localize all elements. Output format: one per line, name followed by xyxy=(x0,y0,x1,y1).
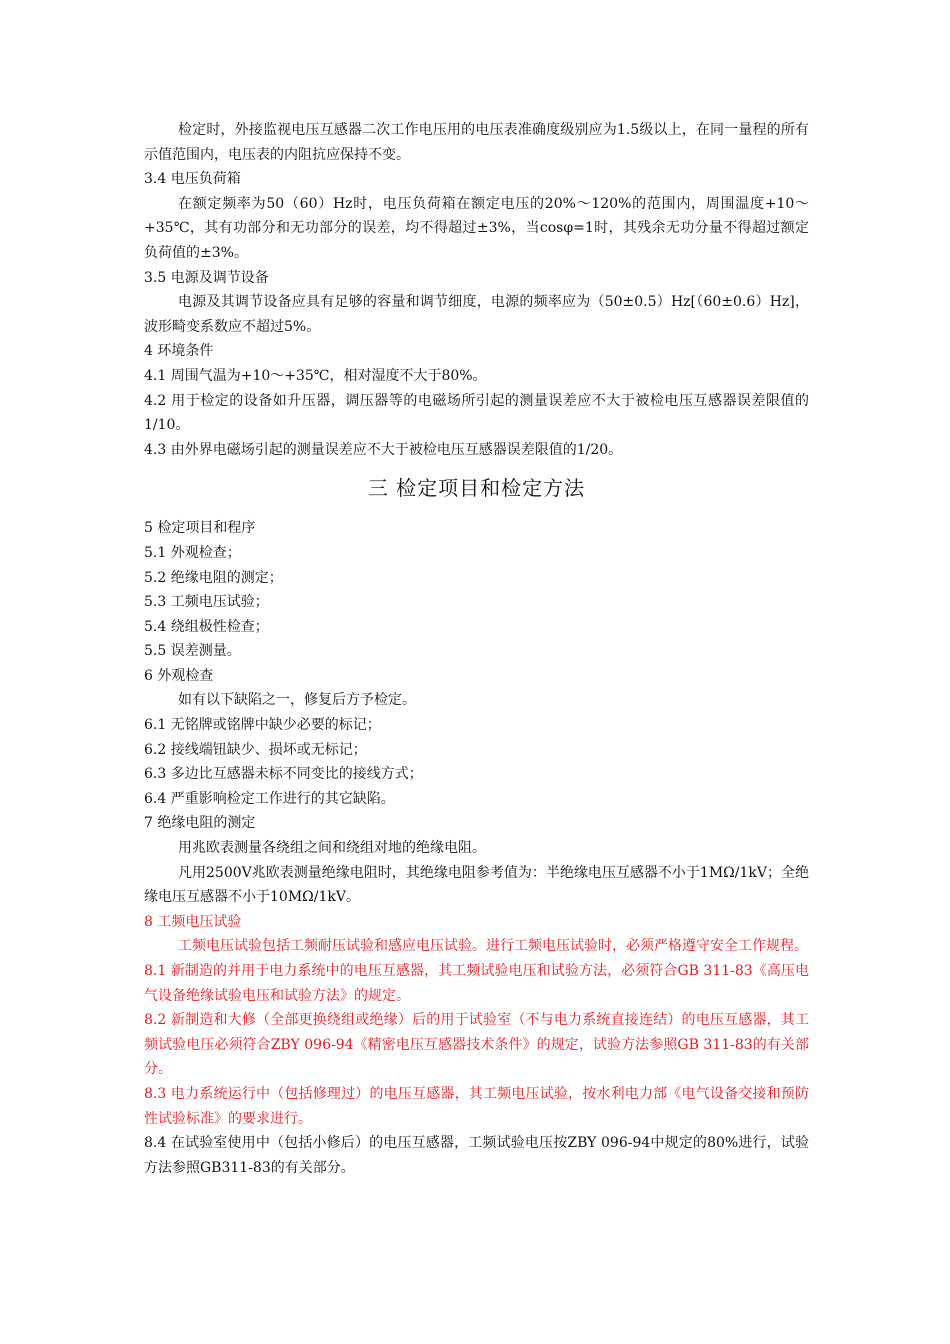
paragraph: 5.2 绝缘电阻的测定； xyxy=(144,569,283,586)
paragraph: 5.3 工频电压试验； xyxy=(144,594,269,611)
paragraph: 6 外观检查 xyxy=(144,667,214,684)
paragraph: 4.2 用于检定的设备如升压器，调压器等的电磁场所引起的测量误差应不大于被检电压互感器误差限值的1/10。 xyxy=(144,392,809,434)
paragraph: 6.4 严重影响检定工作进行的其它缺陷。 xyxy=(144,790,395,807)
paragraph: 4 环境条件 xyxy=(144,343,214,360)
paragraph: 3.5 电源及调节设备 xyxy=(144,269,269,286)
paragraph: 4.3 由外界电磁场引起的测量误差应不大于被检电压互感器误差限值的1/20。 xyxy=(144,441,623,458)
section-title: 三 检定项目和检定方法 xyxy=(367,476,586,501)
paragraph: 5 检定项目和程序 xyxy=(144,520,256,537)
paragraph: 5.1 外观检查； xyxy=(144,544,241,561)
paragraph: 8.3 电力系统运行中（包括修理过）的电压互感器，其工频电压试验，按水利电力部《电气设备交接和预防性试验标准》的要求进行。 xyxy=(144,1085,809,1127)
text-block-upper xyxy=(144,118,809,462)
paragraph: 用兆欧表测量各绕组之间和绕组对地的绝缘电阻。 xyxy=(178,840,486,857)
text-block-lower xyxy=(144,516,809,1180)
paragraph: 6.1 无铭牌或铭牌中缺少必要的标记； xyxy=(144,717,381,734)
paragraph: 工频电压试验包括工频耐压试验和感应电压试验。进行工频电压试验时，必须严格遵守安全工作规程。 xyxy=(178,938,808,955)
paragraph: 6.2 接线端钮缺少、损坏或无标记； xyxy=(144,741,367,758)
paragraph: 8 工频电压试验 xyxy=(144,913,242,930)
paragraph: 在额定频率为50（60）Hz时，电压负荷箱在额定电压的20%～120%的范围内，周围温度+10～+35℃，其有功部分和无功部分的误差，均不得超过±3%，当cosφ=1时，其残余无功分量不得超过额定负荷值的±3%。 xyxy=(144,195,809,261)
document-page xyxy=(144,118,809,1180)
paragraph: 3.4 电压负荷箱 xyxy=(144,171,241,188)
paragraph: 8.1 新制造的并用于电力系统中的电压互感器，其工频试验电压和试验方法，必须符合GB 311-83《高压电气设备绝缘试验电压和试验方法》的规定。 xyxy=(144,963,809,1004)
paragraph: 8.4 在试验室使用中（包括小修后）的电压互感器，工频试验电压按ZBY 096-94中规定的80%进行，试验方法参照GB311-83的有关部分。 xyxy=(144,1135,809,1176)
paragraph: 电源及其调节设备应具有足够的容量和调节细度，电源的频率应为（50±0.5）Hz[（60±0.6）Hz]，波形畸变系数应不超过5%。 xyxy=(144,294,809,335)
paragraph: 7 绝缘电阻的测定 xyxy=(144,815,256,832)
paragraph: 如有以下缺陷之一，修复后方予检定。 xyxy=(178,692,416,709)
paragraph: 5.4 绕组极性检查； xyxy=(144,618,269,635)
paragraph: 8.2 新制造和大修（全部更换绕组或绝缘）后的用于试验室（不与电力系统直接连结）的电压互感器，其工频试验电压必须符合ZBY 096-94《精密电压互感器技术条件》的规定，试验方法参照GB 311-83的有关部分。 xyxy=(144,1012,809,1078)
paragraph: 5.5 误差测量。 xyxy=(144,643,241,660)
paragraph: 4.1 周围气温为+10～+35℃，相对湿度不大于80%。 xyxy=(144,367,487,384)
paragraph: 检定时，外接监视电压互感器二次工作电压用的电压表准确度级别应为1.5级以上，在同一量程的所有示值范围内，电压表的内阻抗应保持不变。 xyxy=(144,122,809,163)
paragraph: 6.3 多边比互感器未标不同变比的接线方式； xyxy=(144,766,423,783)
paragraph: 凡用2500V兆欧表测量绝缘电阻时，其绝缘电阻参考值为：半绝缘电压互感器不小于1MΩ/1kV；全绝缘电压互感器不小于10MΩ/1kV。 xyxy=(144,864,809,906)
